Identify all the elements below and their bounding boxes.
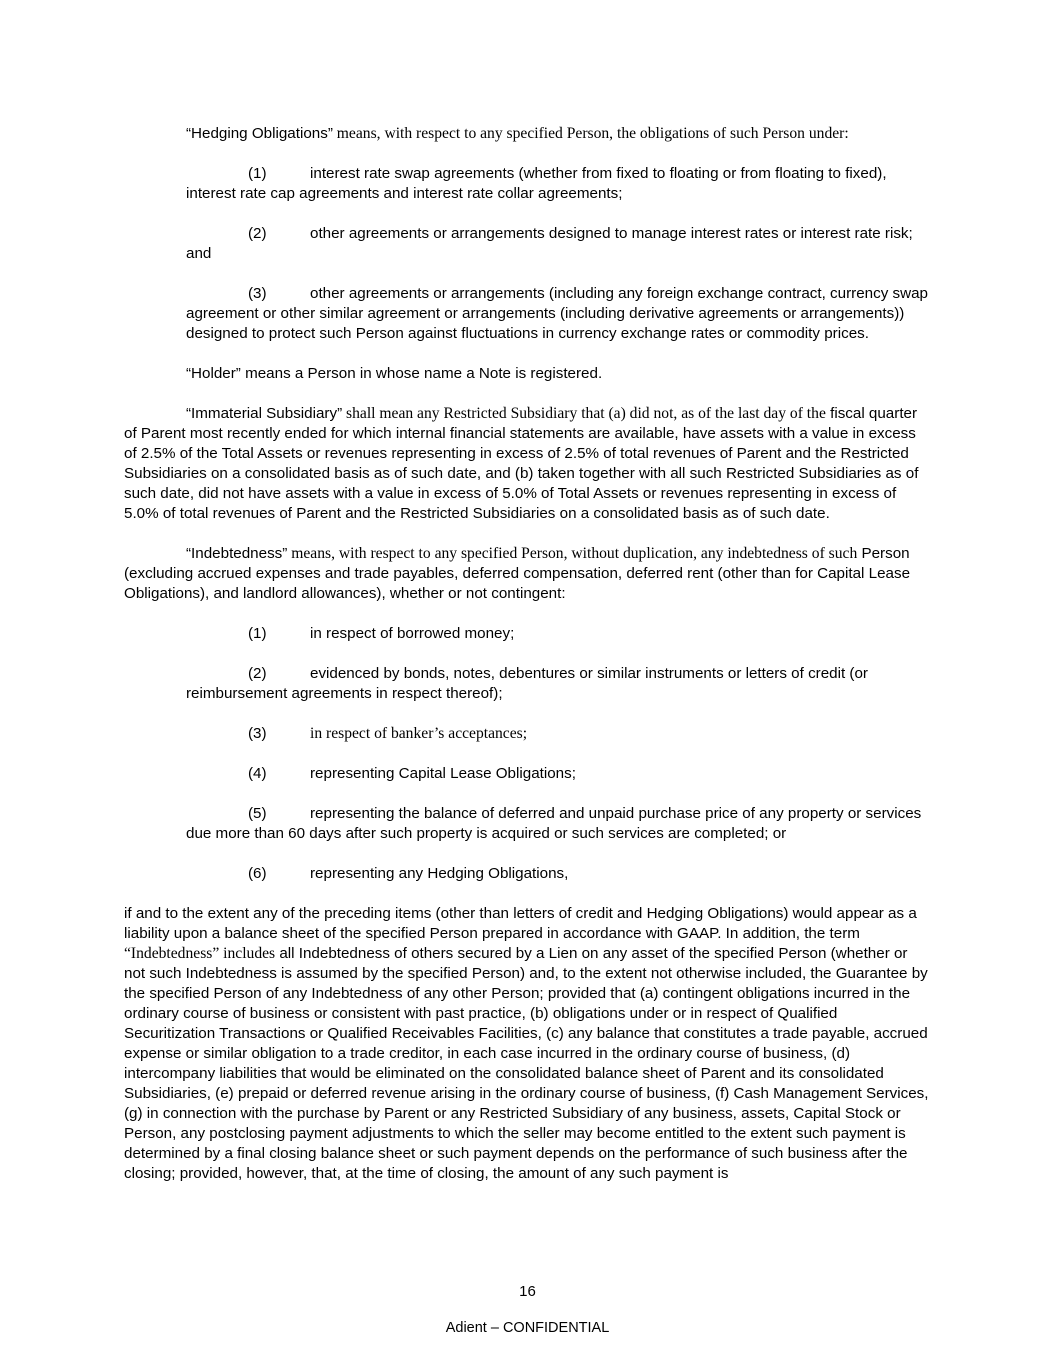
item-number: (5) — [248, 805, 267, 822]
item-number: (3) — [248, 725, 267, 742]
definition-hedging-obligations — [124, 124, 932, 144]
item-text: evidenced by bonds, notes, debentures or similar instruments or letters of credit (or reimbursement agreements in respect thereof); — [186, 665, 868, 702]
indebtedness-closing-paragraph — [124, 904, 932, 1184]
definition-immaterial-subsidiary — [124, 404, 932, 524]
list-item — [124, 724, 932, 744]
page-number: 16 — [519, 1283, 536, 1300]
item-number: (2) — [248, 665, 267, 682]
item-number: (4) — [248, 765, 267, 782]
list-item — [124, 804, 932, 844]
closing-text-a: if and to the extent any of the preceding items (other than letters of credit and Hedging Obligations) would appear as a liability upon a balance sheet of the specified Person prepared in accordance with GAAP. In addition, the term — [124, 905, 917, 942]
definition-body: Person (excluding accrued expenses and trade payables, deferred compensation, deferred rent (other than for Capital Lease Obligations), and landlord allowances), whether or not contingent: — [124, 545, 911, 602]
item-number: (2) — [248, 225, 267, 242]
item-number: (3) — [248, 285, 267, 302]
list-item — [124, 224, 932, 264]
closing-text-b: all Indebtedness of others secured by a Lien on any asset of the specified Person (whether or not such Indebtedness is assumed by the specified Person) and, to the extent not otherwise included, the Guarantee by the specified Person of any Indebtedness of any other Person; provided that (a) contingent obligations incurred in the ordinary course of business or consistent with past practice, (b) obligations under or in respect of Qualified Securitization Transactions or Qualified Receivables Facilities, (c) any balance that constitutes a trade payable, accrued expense or similar obligation to a trade creditor, in each case incurred in the ordinary course of business, (d) intercompany liabilities that would be eliminated on the consolidated balance sheet of Parent and its consolidated Subsidiaries, (e) prepaid or deferred revenue arising in the ordinary course of business, (f) Cash Management Services, (g) in connection with the purchase by Parent or any Restricted Subsidiary of any business, assets, Capital Stock or Person, any postclosing payment adjustments to which the seller may become entitled to the extent such payment is determined by a final closing balance sheet or such payment depends on the performance of such business after the closing; provided, however, that, at the time of closing, the amount of any such payment is — [124, 945, 929, 1182]
item-text: in respect of borrowed money; — [310, 625, 515, 642]
definition-intro: means, with respect to any specified Person, the obligations of such Person under: — [332, 125, 849, 142]
item-text: interest rate swap agreements (whether from fixed to floating or from floating to fixed), interest rate cap agreements and interest rate collar agreements; — [186, 165, 887, 202]
definition-indebtedness — [124, 544, 932, 604]
item-number: (1) — [248, 625, 267, 642]
item-number: (1) — [248, 165, 267, 182]
item-text: representing the balance of deferred and unpaid purchase price of any property or services due more than 60 days after such property is acquired or such services are completed; or — [186, 805, 922, 842]
definition-holder: “Holder” means a Person in whose name a Note is registered. — [186, 365, 603, 382]
item-text: other agreements or arrangements designed to manage interest rates or interest rate risk; and — [186, 225, 913, 262]
list-item — [124, 664, 932, 704]
item-text: representing Capital Lease Obligations; — [310, 765, 576, 782]
definition-lead: means, with respect to any specified Person, without duplication, any indebtedness of such — [287, 545, 858, 562]
document-body — [124, 124, 932, 1204]
item-text: in respect of banker’s acceptances; — [310, 725, 528, 742]
definition-body: fiscal quarter of Parent most recently ended for which internal financial statements are available, have assets with a value in excess of 2.5% of the Total Assets or revenues representing in excess of 2.5% of total revenues of Parent and the Restricted Subsidiaries on a consolidated basis as of such date, and (b) taken together with all such Restricted Subsidiaries as of such date, did not have assets with a value in excess of 5.0% of Total Assets or revenues representing in excess of 5.0% of total revenues of Parent and the Restricted Subsidiaries on a consolidated basis as of such date. — [124, 405, 919, 522]
item-number: (6) — [248, 865, 267, 882]
definition-lead: shall mean any Restricted Subsidiary that (a) did not, as of the last day of the — [342, 405, 826, 422]
confidential-footer: Adient – CONFIDENTIAL — [445, 1320, 610, 1336]
defined-term: “Immaterial Subsidiary” — [186, 405, 343, 422]
item-text: other agreements or arrangements (including any foreign exchange contract, currency swap agreement or other similar agreement or arrangements (including derivative agreements or arrangements)) designed to protect such Person against fluctuations in currency exchange rates or commodity prices. — [186, 285, 928, 342]
list-item — [124, 864, 932, 884]
defined-term: “Indebtedness” — [186, 545, 288, 562]
closing-term: “Indebtedness” includes — [124, 945, 276, 962]
item-text: representing any Hedging Obligations, — [310, 865, 569, 882]
list-item — [124, 764, 932, 784]
list-item — [124, 164, 932, 204]
list-item — [124, 624, 932, 644]
defined-term: “Hedging Obligations” — [186, 125, 333, 142]
list-item — [124, 284, 932, 344]
